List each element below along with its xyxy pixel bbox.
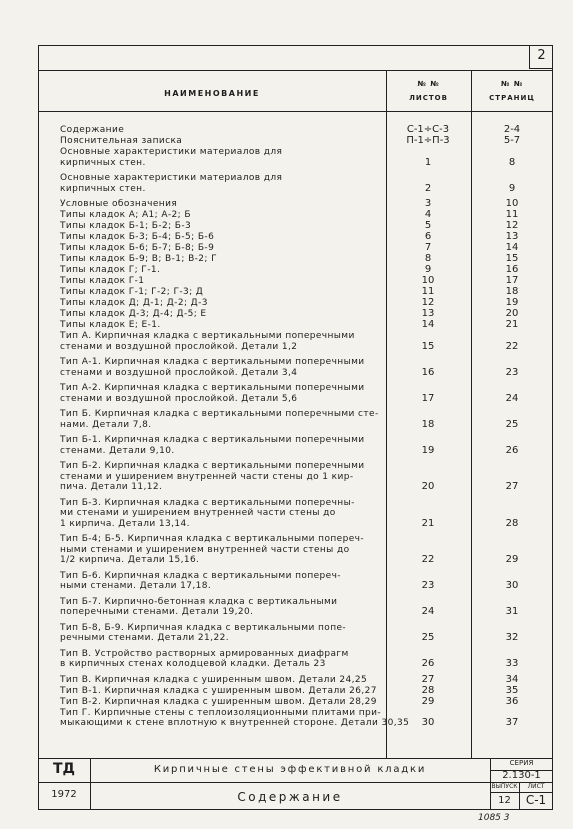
entry-name-line: стенами и воздушной прослойкой. Детали 3,4 [60, 367, 298, 378]
entry-name-line: Тип А. Кирпичная кладка с вертикальными поперечными [60, 331, 355, 341]
entry-pages: 16 [505, 264, 519, 275]
entry-sheets: 19 [421, 444, 435, 456]
entry-pages: 5-7 [503, 135, 521, 146]
entry-pages: 31 [505, 606, 519, 617]
entry-name-line: стенами и уширением внутренней части стены до 1 кир- [60, 471, 354, 482]
entry-pages: 18 [505, 286, 519, 297]
entry-sheets: 21 [421, 517, 435, 529]
org-code: ТД [52, 761, 76, 777]
series-value: 2.130-1 [502, 770, 541, 781]
entry-sheets: 17 [421, 392, 435, 404]
entry-name-line: ми стенами и уширением внутренней части стены до [60, 508, 336, 518]
entry-name-line: стенами и воздушной прослойкой. Детали 5,6 [60, 393, 298, 404]
entry-name-line: Тип Б. Кирпичная кладка с вертикальными поперечными сте- [60, 409, 379, 419]
entry-name-line: ными стенами и уширением внутренней части стены до [60, 544, 350, 555]
entry-sheets: 8 [424, 253, 432, 264]
entry-name-line: Типы кладок Д; Д-1; Д-2; Д-3 [60, 298, 208, 308]
entry-pages: 23 [505, 366, 519, 378]
header-top-line [38, 70, 553, 71]
entry-sheets: 23 [421, 580, 435, 591]
entry-name-line: Тип Б-1. Кирпичная кладка с вертикальными поперечными [60, 435, 365, 445]
entry-name-line: Содержание [60, 125, 125, 135]
entry-sheets: П-1÷П-3 [406, 135, 450, 146]
entry-name-line: кирпичных стен. [60, 183, 146, 194]
entry-sheets: С-1÷С-3 [406, 124, 450, 135]
entry-sheets: 22 [421, 554, 435, 565]
entry-name-line: стенами. Детали 9,10. [60, 445, 175, 456]
entry-name-line: Тип А-2. Кирпичная кладка с вертикальными поперечными [60, 383, 365, 393]
entry-name-line: Тип В-2. Кирпичная кладка с уширенным швом. Детали 28,29 [60, 696, 377, 707]
header-sheets-line2: ЛИСТОВ [409, 94, 448, 102]
title-block-mid-line [38, 782, 553, 783]
entry-name-line: Типы кладок Д-3; Д-4; Д-5; Е [60, 309, 207, 319]
entry-pages: 22 [505, 340, 519, 352]
entry-name-line: Условные обозначения [60, 199, 178, 209]
footer-mark: 1085 3 [478, 813, 510, 823]
entry-name-line: Типы кладок Б-1; Б-2; Б-3 [60, 221, 192, 231]
entry-sheets: 1 [424, 156, 432, 168]
year: 1972 [51, 789, 77, 800]
entry-name-line: Типы кладок Г; Г-1. [60, 265, 161, 275]
entry-name-line: Типы кладок Г-1; Г-2; Г-3; Д [60, 287, 204, 297]
entry-name-line: поперечными стенами. Детали 19,20. [60, 607, 254, 617]
entry-name-line: мыкающими к стене вплотную к внутренней стороне. Детали 30,35 [60, 718, 410, 728]
title-block-top-line [38, 758, 553, 759]
entry-name-line: ными стенами. Детали 17,18. [60, 581, 212, 591]
entry-pages: 29 [505, 554, 519, 565]
entry-name-line: Тип Б-4; Б-5. Кирпичная кладка с вертикальными попереч- [60, 534, 364, 544]
entry-sheets: 4 [424, 209, 432, 220]
entry-pages: 19 [505, 297, 519, 308]
entry-pages: 33 [505, 658, 519, 669]
entry-pages: 35 [505, 684, 519, 696]
entry-sheets: 26 [421, 658, 435, 669]
entry-name-line: Типы кладок А; А1; А-2; Б [60, 210, 191, 220]
entry-name-line: кирпичных стен. [60, 157, 146, 168]
entry-name-line: Тип Б-6. Кирпичная кладка с вертикальными попереч- [60, 570, 341, 581]
sheet-title: Содержание [237, 790, 343, 804]
entry-sheets: 16 [421, 366, 435, 378]
entry-pages: 20 [505, 308, 519, 319]
entry-pages: 28 [505, 517, 519, 529]
sheet-label: ЛИСТ [527, 783, 545, 790]
entry-name-line: Тип В. Устройство растворных армированных диафрагм [60, 648, 349, 659]
entry-name-line: Тип В-1. Кирпичная кладка с уширенным швом. Детали 26,27 [60, 685, 377, 696]
entry-sheets: 15 [421, 340, 435, 352]
issue-value: 12 [498, 795, 511, 806]
header-name: НАИМЕНОВАНИЕ [164, 89, 260, 98]
entry-sheets: 18 [421, 418, 435, 430]
entry-pages: 12 [505, 220, 519, 231]
entry-name-line: Типы кладок Е; Е-1. [60, 320, 161, 330]
entry-name-line: 1 кирпича. Детали 13,14. [60, 518, 190, 529]
entry-sheets: 24 [421, 606, 435, 617]
entry-sheets: 11 [421, 286, 435, 297]
entry-name-line: нами. Детали 7,8. [60, 419, 152, 430]
entry-sheets: 29 [421, 695, 435, 707]
entry-pages: 26 [505, 444, 519, 456]
entry-pages: 17 [505, 275, 519, 286]
entry-name-line: Тип Г. Кирпичные стены с теплоизоляционными плитами при- [60, 707, 382, 718]
subject-title: Кирпичные стены эффективной кладки [153, 764, 427, 775]
entry-name-line: Тип Б-7. Кирпично-бетонная кладка с вертикальными [60, 596, 338, 607]
entry-sheets: 12 [421, 297, 435, 308]
entry-name-line: Типы кладок Б-9; В; В-1; В-2; Г [60, 254, 218, 264]
entry-sheets: 9 [424, 264, 432, 275]
entry-pages: 9 [508, 182, 516, 194]
entry-sheets: 13 [421, 308, 435, 319]
entry-name-line: пича. Детали 11,12. [60, 482, 163, 492]
entry-pages: 32 [505, 632, 519, 643]
sheet-value: С-1 [525, 793, 547, 807]
column-divider-pages [471, 70, 472, 758]
entry-pages: 36 [505, 695, 519, 707]
series-label: СЕРИЯ [509, 759, 534, 767]
entry-pages: 11 [505, 209, 519, 220]
entry-sheets: 2 [424, 182, 432, 194]
entry-sheets: 10 [421, 275, 435, 286]
entry-pages: 13 [505, 231, 519, 242]
entry-pages: 34 [505, 673, 519, 685]
entry-pages: 8 [508, 156, 516, 168]
entry-sheets: 5 [424, 220, 432, 231]
entry-name-line: стенами и воздушной прослойкой. Детали 1,2 [60, 341, 298, 352]
header-pages-line1: № № [500, 80, 524, 88]
entry-pages: 14 [505, 242, 519, 253]
column-divider-sheets [386, 70, 387, 758]
entry-pages: 27 [505, 481, 519, 492]
entry-sheets: 25 [421, 632, 435, 643]
entry-name-line: Основные характеристики материалов для [60, 173, 283, 183]
entry-pages: 2-4 [503, 124, 521, 135]
entry-sheets: 6 [424, 231, 432, 242]
entry-sheets: 28 [421, 684, 435, 696]
entry-name-line: Основные характеристики материалов для [60, 147, 283, 157]
entry-pages: 30 [505, 580, 519, 591]
entry-sheets: 30 [421, 717, 435, 728]
page-number: 2 [529, 45, 553, 69]
entry-name-line: Тип В. Кирпичная кладка с уширенным швом. Детали 24,25 [60, 674, 368, 685]
entry-name-line: в кирпичных стенах колодцевой кладки. Деталь 23 [60, 659, 326, 669]
header-sheets-line1: № № [417, 80, 440, 88]
entry-sheets: 7 [424, 242, 432, 253]
entry-sheets: 27 [421, 673, 435, 685]
entry-pages: 25 [505, 418, 519, 430]
header-pages-line2: СТРАНИЦ [489, 94, 535, 102]
entry-pages: 10 [505, 198, 519, 209]
entry-name-line: речными стенами. Детали 21,22. [60, 633, 229, 643]
entry-pages: 24 [505, 392, 519, 404]
entry-name-line: 1/2 кирпича. Детали 15,16. [60, 555, 200, 565]
entry-name-line: Пояснительная записка [60, 136, 183, 146]
entry-pages: 21 [505, 319, 519, 330]
entry-name-line: Тип Б-8, Б-9. Кирпичная кладка с вертикальными попе- [60, 622, 347, 633]
header-bottom-line [38, 111, 553, 112]
entry-pages: 37 [505, 717, 519, 728]
entry-sheets: 3 [424, 198, 432, 209]
entry-pages: 15 [505, 253, 519, 264]
entry-name-line: Типы кладок Б-3; Б-4; Б-5; Б-6 [60, 232, 215, 242]
entry-name-line: Типы кладок Б-6; Б-7; Б-8; Б-9 [60, 243, 215, 253]
entry-name-line: Типы кладок Г-1 [60, 276, 145, 286]
entry-sheets: 14 [421, 319, 435, 330]
entry-name-line: Тип Б-3. Кирпичная кладка с вертикальными поперечны- [60, 497, 355, 508]
entry-name-line: Тип А-1. Кирпичная кладка с вертикальными поперечными [60, 357, 365, 367]
issue-label: ВЫПУСК [491, 783, 518, 790]
entry-sheets: 20 [421, 481, 435, 492]
entry-name-line: Тип Б-2. Кирпичная кладка с вертикальными поперечными [60, 461, 365, 471]
